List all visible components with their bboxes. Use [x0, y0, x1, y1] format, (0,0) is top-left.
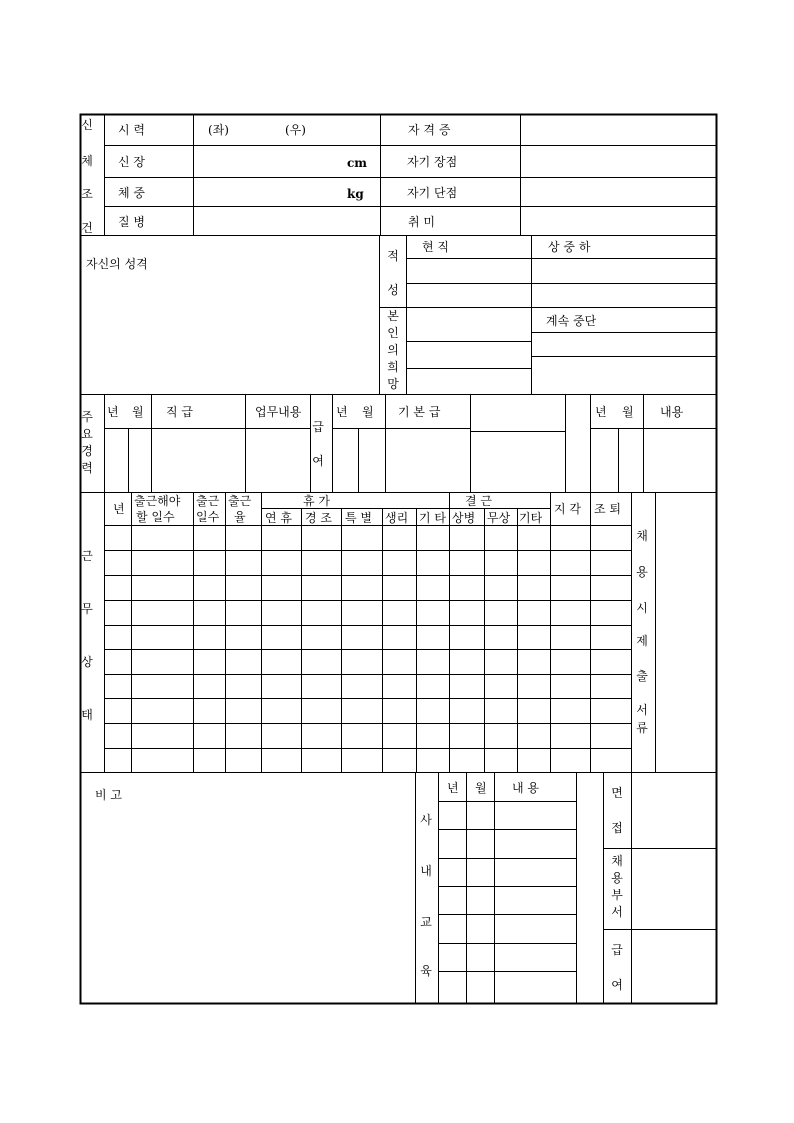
weaknesses-label: 자기 단점: [407, 186, 458, 200]
absence-other-label: 기타: [519, 511, 543, 525]
strengths-label: 자기 장점: [407, 155, 458, 169]
training-char: 교: [420, 915, 432, 929]
section-char: 무: [81, 602, 93, 616]
section-char: 주: [81, 410, 93, 424]
hiring-docs-char: 제: [636, 634, 648, 648]
content-year-label: 년: [595, 405, 607, 419]
training-content-label: 내 용: [512, 781, 539, 795]
license-label: 자 격 증: [408, 123, 451, 137]
aptitude-char: 성: [387, 283, 399, 297]
absence-sick-label: 상병: [452, 511, 476, 525]
career-position-label: 직 급: [166, 405, 193, 419]
required-days-line1: 출근해야: [134, 494, 181, 508]
career-duties-label: 업무내용: [255, 405, 302, 419]
training-year-label: 년: [447, 781, 459, 795]
aptitude-char: 적: [387, 249, 399, 263]
hiring-dept-char: 부: [611, 888, 623, 902]
continue-stop-label: 계속 중단: [546, 314, 597, 328]
height-unit: cm: [347, 156, 368, 170]
section-char: 조: [81, 187, 93, 201]
training-char: 육: [420, 964, 432, 978]
absence-accident-label: 무상: [487, 511, 511, 525]
final-salary-char: 급: [611, 943, 623, 957]
early-leave-label: 조 퇴: [594, 502, 621, 516]
hiring-docs-char: 채: [636, 529, 648, 543]
wish-char: 망: [387, 377, 399, 391]
content-month-label: 월: [622, 405, 634, 419]
attend-days-line2: 일수: [196, 510, 220, 524]
interview-char: 면: [611, 786, 623, 800]
vision-label: 시 력: [118, 123, 145, 137]
wish-char: 의: [387, 343, 399, 357]
hiring-docs-char: 시: [636, 601, 648, 615]
section-char: 신: [81, 118, 93, 132]
training-char: 내: [420, 864, 432, 878]
leave-condolence-label: 경 조: [305, 511, 332, 525]
personality-label: 자신의 성격: [86, 257, 148, 271]
weight-unit: kg: [347, 187, 364, 201]
training-month-label: 월: [475, 781, 487, 795]
remarks-label: 비 고: [95, 788, 122, 802]
hiring-docs-char: 출: [636, 669, 648, 683]
section-char: 력: [81, 461, 93, 475]
attendance-year-label: 년: [113, 502, 125, 516]
late-label: 지 각: [554, 502, 581, 516]
attend-rate-line1: 출근: [228, 494, 252, 508]
hiring-dept-char: 서: [611, 905, 623, 919]
section-char: 요: [81, 427, 93, 441]
section-char: 근: [81, 549, 93, 563]
career-month-label: 월: [132, 405, 144, 419]
career-salary-char: 여: [312, 454, 324, 468]
wish-char: 희: [387, 360, 399, 374]
career-salary-char: 급: [312, 420, 324, 434]
section-char: 건: [81, 221, 93, 235]
illness-label: 질 병: [118, 215, 145, 229]
attend-days-line1: 출근: [196, 494, 220, 508]
career-year-label: 년: [107, 405, 119, 419]
section-char: 태: [81, 708, 93, 722]
leave-special-label: 특 별: [345, 511, 372, 525]
final-salary-char: 여: [611, 978, 623, 992]
required-days-line2: 할 일수: [136, 510, 175, 524]
content-label: 내용: [660, 405, 684, 419]
salary-year-label: 년: [336, 405, 348, 419]
height-label: 신 장: [118, 155, 145, 169]
hiring-dept-char: 용: [611, 871, 623, 885]
level-label: 상 중 하: [548, 240, 591, 254]
leave-other-label: 기 타: [419, 511, 446, 525]
absence-label: 결 근: [465, 494, 492, 508]
hiring-docs-char: 서: [636, 703, 648, 717]
section-char: 경: [81, 444, 93, 458]
leave-annual-label: 연 휴: [265, 511, 292, 525]
hobby-label: 취 미: [408, 215, 435, 229]
weight-label: 체 중: [118, 186, 145, 200]
wish-char: 인: [387, 326, 399, 340]
leave-menstrual-label: 생리: [385, 511, 409, 525]
attend-rate-line2: 율: [234, 510, 246, 524]
interview-char: 접: [611, 821, 623, 835]
hiring-docs-char: 용: [636, 565, 648, 579]
wish-char: 본: [387, 309, 399, 323]
leave-label: 휴 가: [303, 494, 330, 508]
base-pay-label: 기 본 급: [398, 405, 441, 419]
current-job-label: 현 직: [422, 240, 449, 254]
section-char: 체: [81, 154, 93, 168]
training-char: 사: [420, 813, 432, 827]
section-char: 상: [81, 655, 93, 669]
hiring-docs-char: 류: [636, 721, 648, 735]
right-eye-label: (우): [285, 123, 306, 137]
salary-month-label: 월: [362, 405, 374, 419]
left-eye-label: (좌): [208, 123, 229, 137]
hiring-dept-char: 채: [611, 854, 623, 868]
